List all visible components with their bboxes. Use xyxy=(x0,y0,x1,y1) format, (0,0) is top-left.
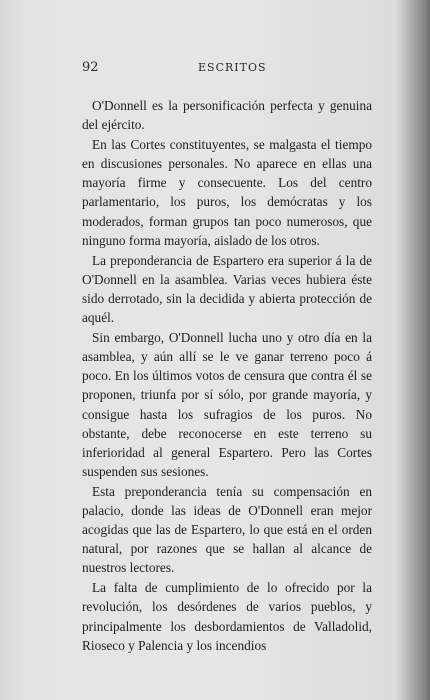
paragraph: La falta de cumplimiento de lo ofrecido por la revolución, los desórdenes de varios pueblos, y principalmente los desbordamientos de Valladolid, Rioseco y Palencia y los incendios xyxy=(82,580,372,653)
running-title: ESCRITOS xyxy=(198,61,267,74)
paragraph: En las Cortes constituyentes, se malgasta el tiempo en discusiones personales. No aparece en ellas una mayoría firme y consecuente. Los del centro parlamentario, los puros, los demócratas y los moderados, forman grupos tan poco numerosos, que ninguno forma mayoría, aislado de los otros. xyxy=(82,137,372,248)
paragraph: Esta preponderancia tenía su compensación en palacio, donde las ideas de O'Donnell eran mejor acogidas que las de Espartero, lo que está en el orden natural, por razones que se hallan al alcance de nuestros lectores. xyxy=(82,483,372,576)
page-header xyxy=(82,60,374,80)
page-number: 92 xyxy=(82,60,99,75)
paragraph: O'Donnell es la personificación perfecta y genuina del ejército. xyxy=(82,98,372,133)
paragraph: La preponderancia de Espartero era superior á la de O'Donnell en la asamblea. Varias veces hubiera éste sido derrotado, sin la decidida y abierta protección de aquél. xyxy=(82,252,372,326)
paragraph: Sin embargo, O'Donnell lucha uno y otro día en la asamblea, y aún allí se le ve ganar terreno poco á poco. En los últimos votos de censura que contra él se proponen, triunfa por sí sólo, por grande mayoría, y consigue hasta los sufragios de los puros. No obstante, debe reconocerse en este terreno su inferioridad al general Espartero. Pero las Cortes suspenden sus sesiones. xyxy=(82,330,372,479)
body-text xyxy=(82,96,372,655)
